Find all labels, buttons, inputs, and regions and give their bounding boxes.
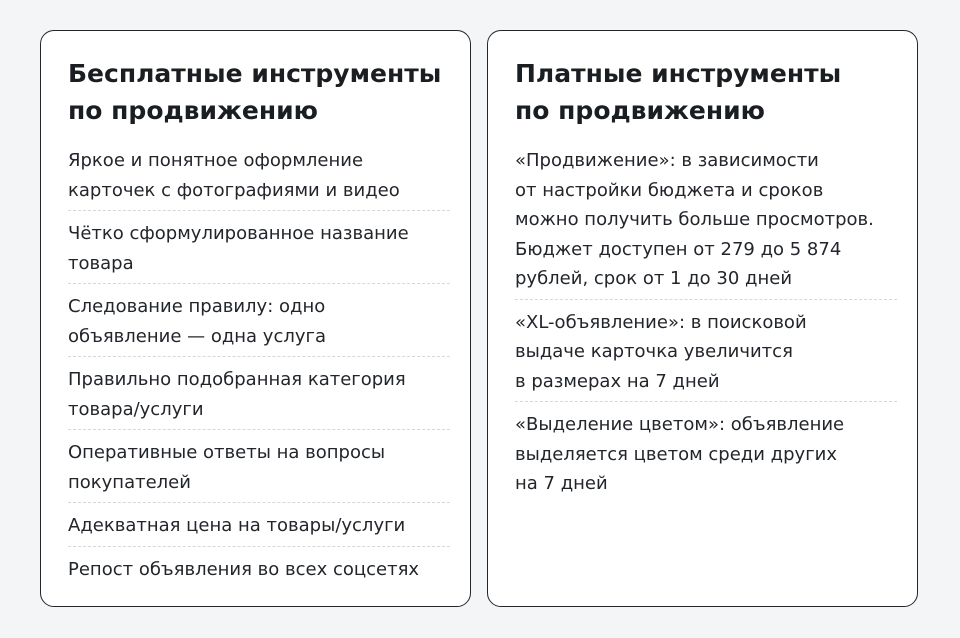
- paid-tool-item: «XL-объявление»: в поисковой выдаче карточка увеличится в размерах на 7 дней: [515, 300, 897, 403]
- paid-tool-item: «Продвижение»: в зависимости от настройки бюджета и сроков можно получить больше просмотров. Бюджет доступен от 279 до 5 874 рублей, срок от 1 до 30 дней: [515, 143, 897, 300]
- free-tools-list: [68, 143, 450, 589]
- free-tool-item: Яркое и понятное оформление карточек с фотографиями и видео: [68, 143, 450, 211]
- free-tool-item: Следование правилу: одно объявление — одна услуга: [68, 284, 450, 357]
- paid-tools-title: Платные инструменты по продвижению: [515, 59, 842, 125]
- free-tool-item: Чётко сформулированное название товара: [68, 211, 450, 284]
- paid-tool-item: «Выделение цветом»: объявление выделяется цветом среди других на 7 дней: [515, 414, 845, 494]
- free-tool-item: Адекватная цена на товары/услуги: [68, 503, 450, 547]
- free-tool-item: Правильно подобранная категория товара/услуги: [68, 357, 450, 430]
- free-tool-item: Оперативные ответы на вопросы покупателей: [68, 430, 450, 503]
- paid-tools-card: [487, 30, 918, 607]
- free-tools-card: [40, 30, 471, 607]
- paid-tools-list: [515, 143, 897, 504]
- free-tools-title: Бесплатные инструменты по продвижению: [68, 59, 442, 125]
- free-tool-item: Репост объявления во всех соцсетях: [68, 558, 420, 580]
